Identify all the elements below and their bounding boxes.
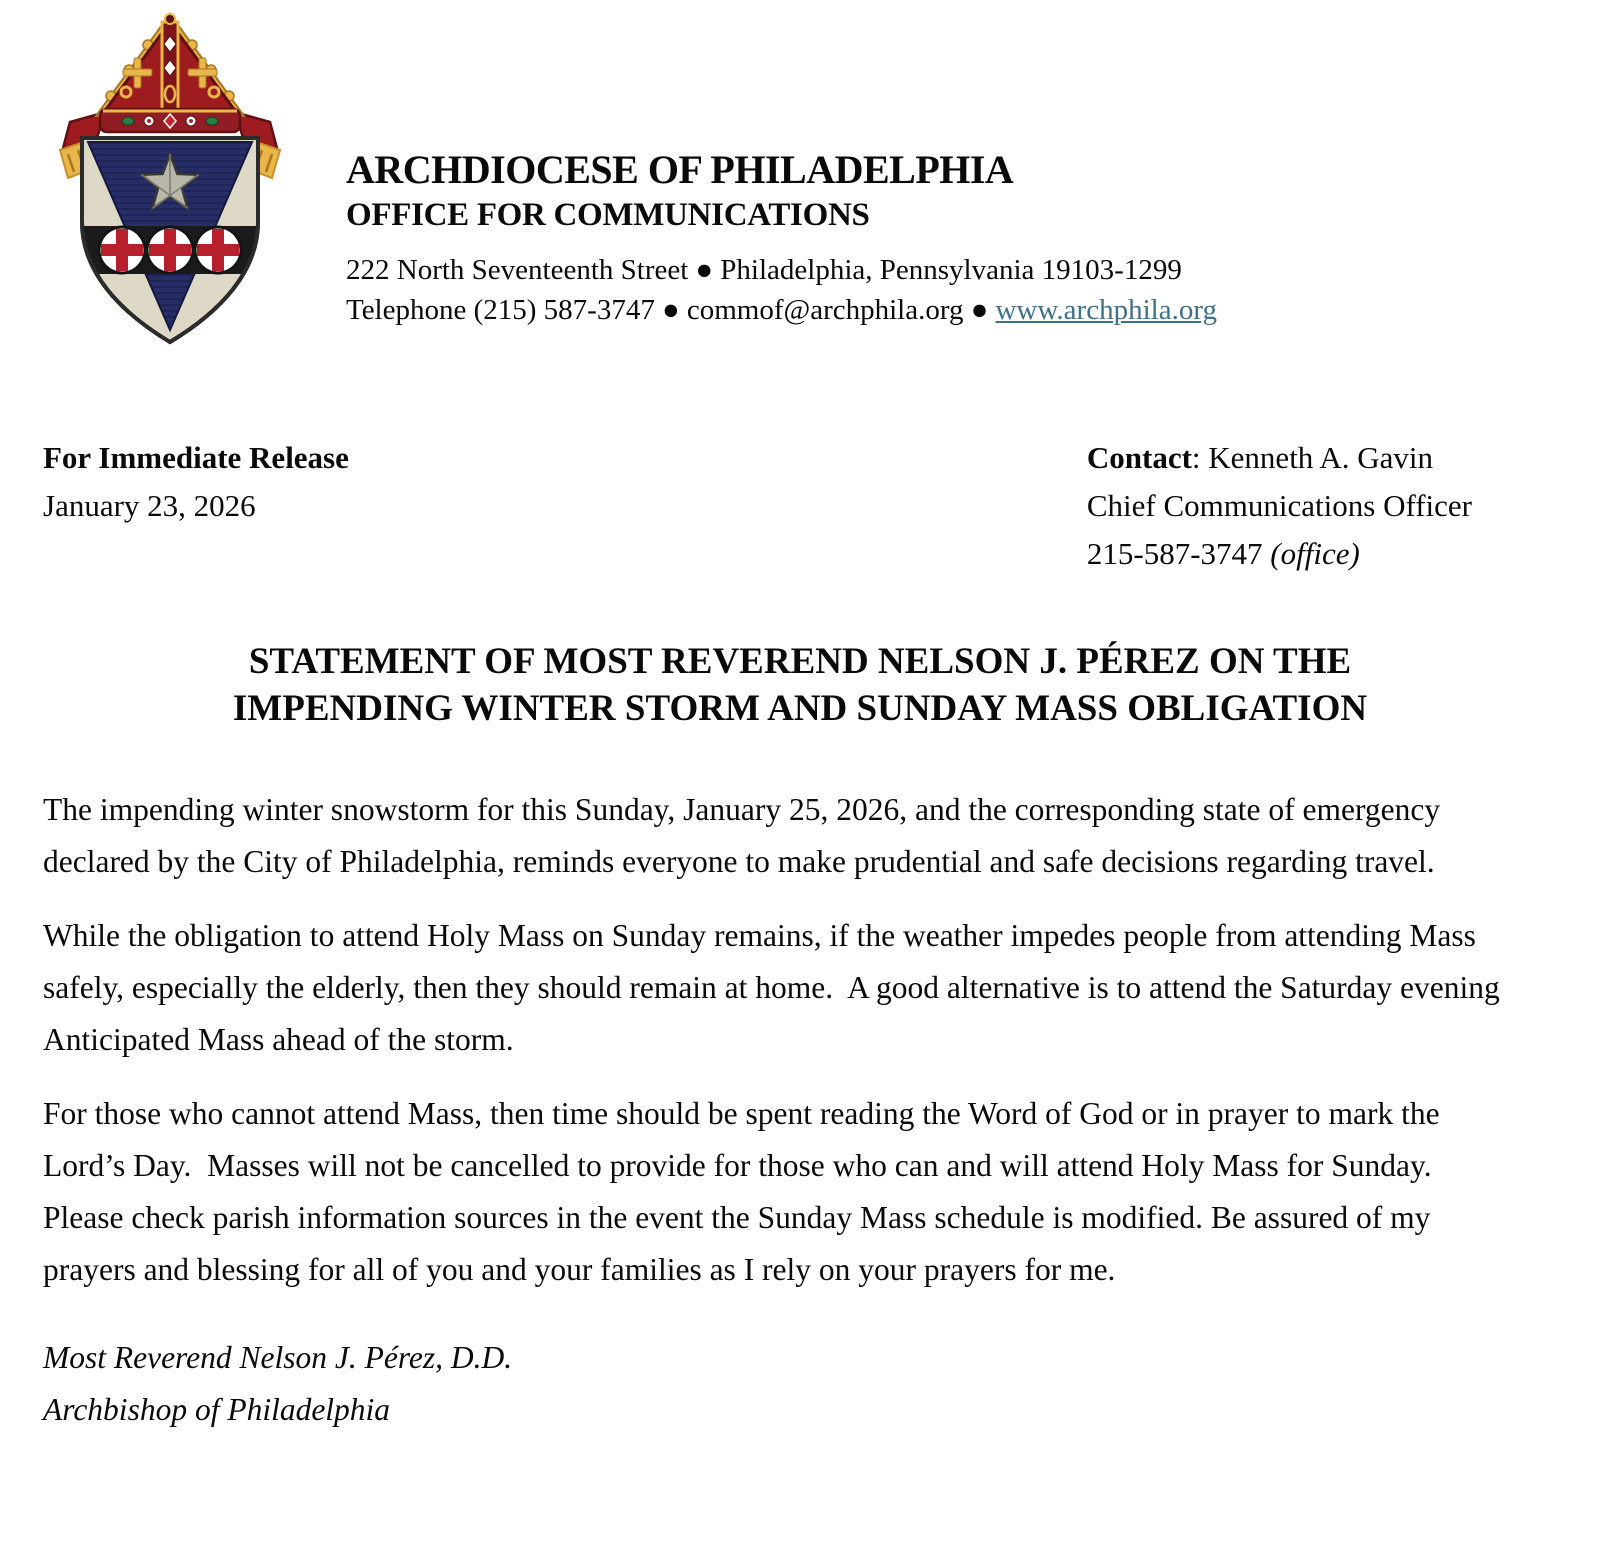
contact-name: : Kenneth A. Gavin xyxy=(1191,440,1433,475)
release-block xyxy=(43,434,349,530)
shield-icon xyxy=(78,138,262,342)
contact-label: Contact xyxy=(1086,440,1192,475)
signature-name: Most Reverend Nelson J. Pérez, D.D. xyxy=(43,1340,513,1375)
address-block xyxy=(346,250,1217,330)
contact-phone: 215-587-3747 xyxy=(1086,536,1271,571)
org-name: ARCHDIOCESE OF PHILADELPHIA xyxy=(346,147,1014,192)
contact-phone-line xyxy=(1087,530,1472,578)
address-line: 222 North Seventeenth Street ● Philadelphia, Pennsylvania 19103-1299 xyxy=(346,254,1182,286)
letterhead xyxy=(0,0,1600,352)
release-label: For Immediate Release xyxy=(43,440,349,475)
letterhead-text xyxy=(346,12,1217,352)
office-note: (office) xyxy=(1270,536,1360,571)
signature-title: Archbishop of Philadelphia xyxy=(43,1392,391,1427)
paragraph: While the obligation to attend Holy Mass on Sunday remains, if the weather impedes people from attending Mass safely, especially the elderly, then they should remain at home. A good alternative is to attend the Saturday evening Anticipated Mass ahead of the storm. xyxy=(43,918,1506,1057)
statement-title-line-1: STATEMENT OF MOST REVEREND NELSON J. PÉREZ ON THE xyxy=(248,641,1352,682)
statement-title xyxy=(0,638,1600,732)
archdiocese-crest-icon xyxy=(50,12,290,352)
contact-line xyxy=(1087,434,1472,482)
website-link[interactable]: www.archphila.org xyxy=(995,294,1217,326)
statement-title-line-2: IMPENDING WINTER STORM AND SUNDAY MASS OBLIGATION xyxy=(232,688,1368,729)
signature-block xyxy=(0,1332,1600,1436)
mitre-icon xyxy=(96,14,244,132)
statement-body xyxy=(0,784,1600,1296)
paragraph: The impending winter snowstorm for this Sunday, January 25, 2026, and the corresponding state of emergency declared by the City of Philadelphia, reminds everyone to make prudential and safe decisions regarding travel. xyxy=(43,792,1448,879)
release-date: January 23, 2026 xyxy=(43,488,256,523)
contact-block xyxy=(1087,434,1472,578)
cross-roundels-icon xyxy=(99,227,241,273)
release-contact-row xyxy=(0,434,1600,578)
contact-title: Chief Communications Officer xyxy=(1086,488,1472,523)
office-name: OFFICE FOR COMMUNICATIONS xyxy=(346,197,870,233)
phone-line xyxy=(346,290,1217,330)
paragraph: For those who cannot attend Mass, then time should be spent reading the Word of God or in prayer to mark the Lord’s Day. Masses will not be cancelled to provide for those who can and will attend Holy Mass for Sunday. Please check parish information sources in the event the Sunday Mass schedule is modified. Be assured of my prayers and blessing for all of you and your families as I rely on your prayers for me. xyxy=(43,1096,1464,1287)
phone-line-text: Telephone (215) 587-3747 ● commof@archphila.org ● xyxy=(346,294,996,326)
